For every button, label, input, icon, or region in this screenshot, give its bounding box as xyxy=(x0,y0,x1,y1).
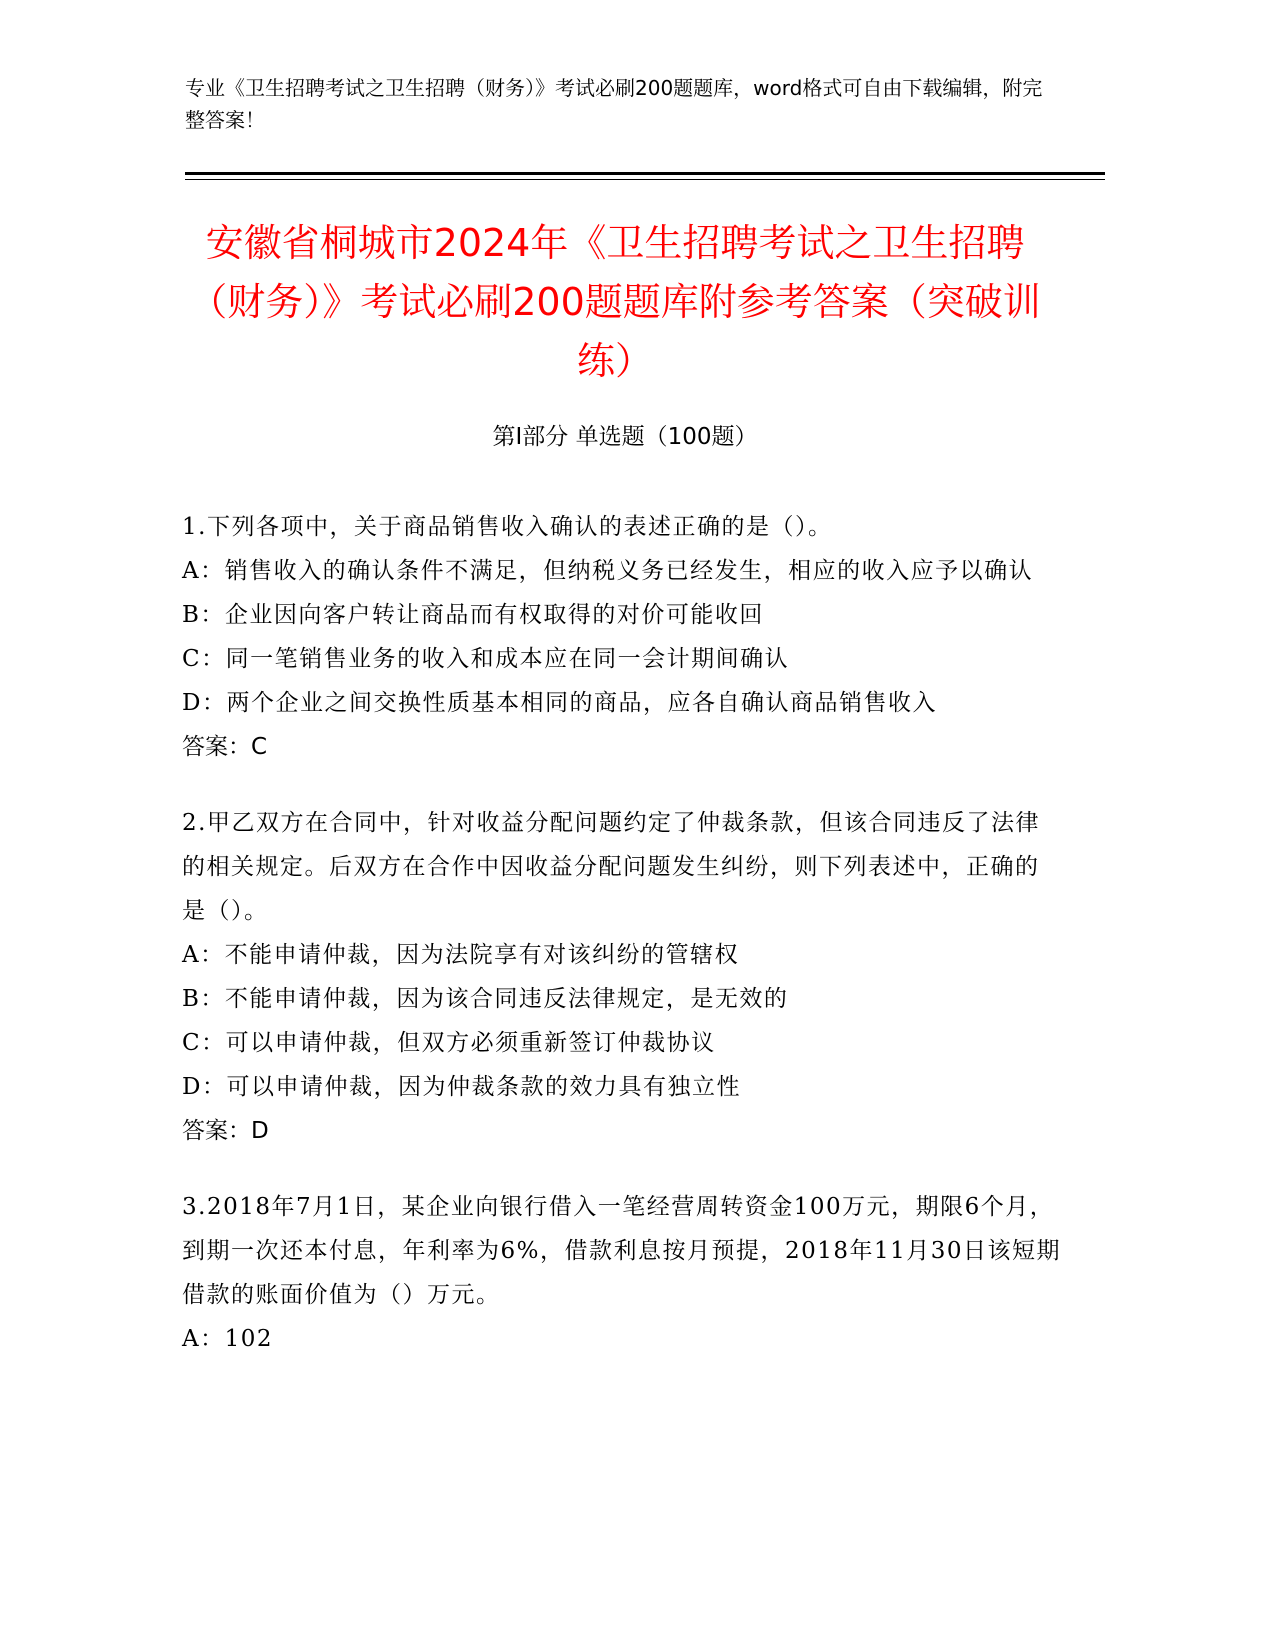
option-a: A：销售收入的确认条件不满足，但纳税义务已经发生，相应的收入应予以确认 xyxy=(182,558,1034,584)
option-b: B：企业因向客户转让商品而有权取得的对价可能收回 xyxy=(182,602,764,628)
question-2 xyxy=(182,801,1062,1153)
question-1 xyxy=(182,505,1062,769)
answer-label: 答案：D xyxy=(182,1118,269,1144)
question-stem: 1.下列各项中，关于商品销售收入确认的表述正确的是（）。 xyxy=(182,514,833,540)
header-note: 专业《卫生招聘考试之卫生招聘（财务）》考试必刷200题题库，word格式可自由下载编辑，附完整答案！ xyxy=(185,76,1043,132)
question-3 xyxy=(182,1185,1062,1361)
question-stem: 2.甲乙双方在合同中，针对收益分配问题约定了仲裁条款，但该合同违反了法律的相关规定。后双方在合作中因收益分配问题发生纠纷，则下列表述中，正确的是（）。 xyxy=(182,810,1040,924)
document-title: 安徽省桐城市2024年《卫生招聘考试之卫生招聘（财务）》考试必刷200题题库附参考答案（突破训练） xyxy=(189,221,1041,383)
question-list xyxy=(182,505,1062,1393)
option-c: C：可以申请仲裁，但双方必须重新签订仲裁协议 xyxy=(182,1030,716,1056)
header-divider-thick xyxy=(185,172,1105,175)
section-title: 第Ⅰ部分 单选题（100题） xyxy=(492,424,758,450)
option-d: D：两个企业之间交换性质基本相同的商品，应各自确认商品销售收入 xyxy=(182,690,937,716)
answer-label: 答案：C xyxy=(182,734,268,760)
header-divider-thin xyxy=(185,179,1105,180)
option-c: C：同一笔销售业务的收入和成本应在同一会计期间确认 xyxy=(182,646,790,672)
option-a: A：102 xyxy=(182,1326,274,1352)
option-a: A：不能申请仲裁，因为法院享有对该纠纷的管辖权 xyxy=(182,942,740,968)
option-b: B：不能申请仲裁，因为该合同违反法律规定，是无效的 xyxy=(182,986,789,1012)
option-d: D：可以申请仲裁，因为仲裁条款的效力具有独立性 xyxy=(182,1074,741,1100)
question-stem: 3.2018年7月1日，某企业向银行借入一笔经营周转资金100万元，期限6个月，到期一次还本付息，年利率为6%，借款利息按月预提，2018年11月30日该短期借款的账面价值为（）万元。 xyxy=(182,1194,1062,1308)
